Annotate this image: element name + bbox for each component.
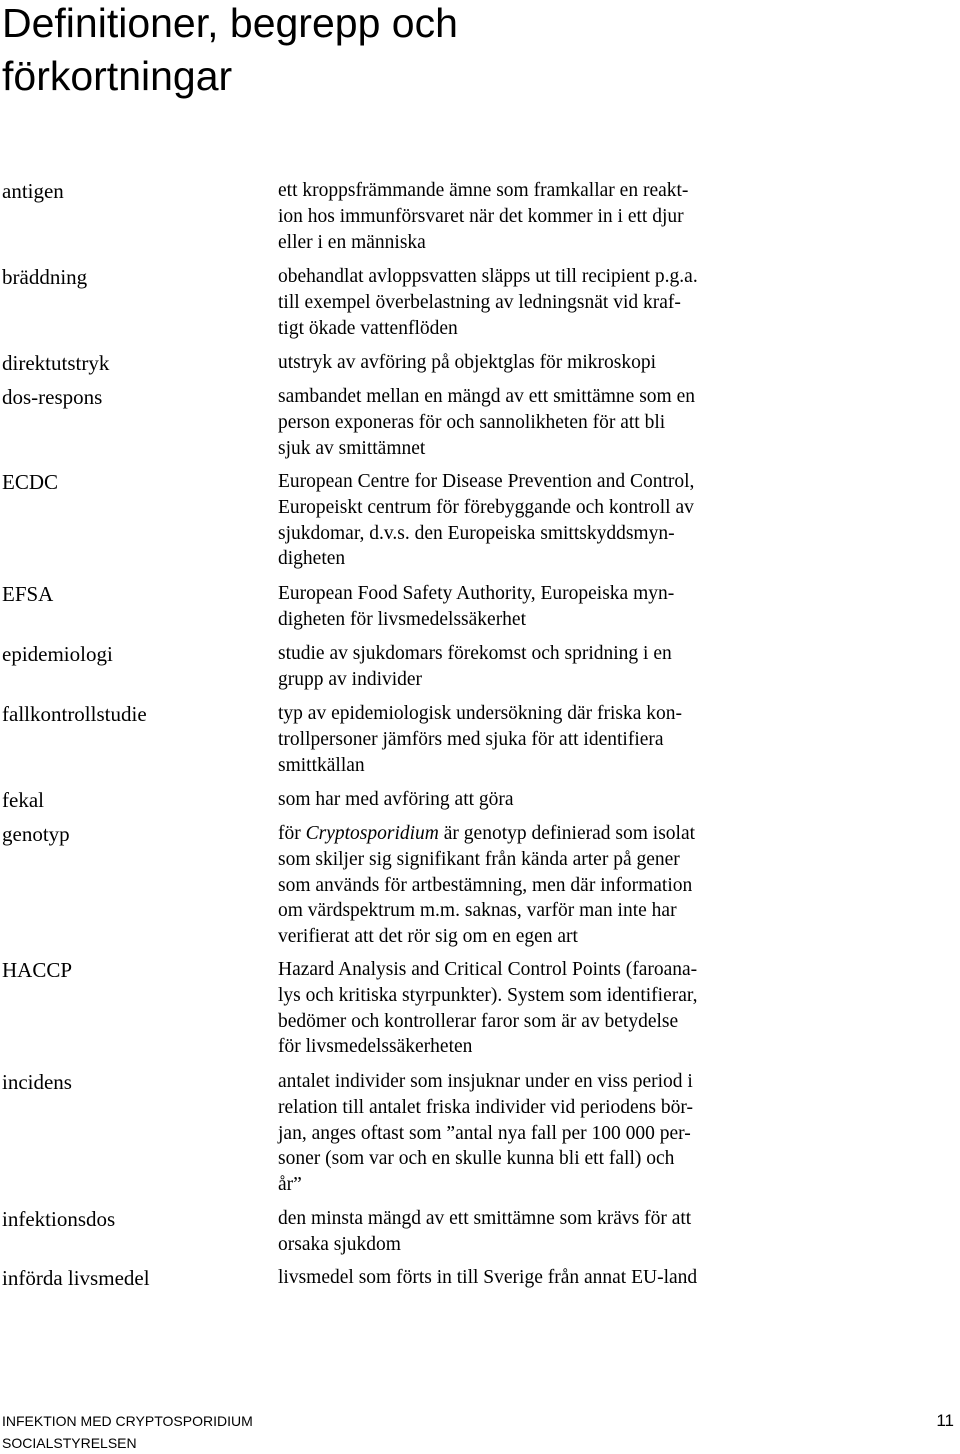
definition-line: digheten [278,548,346,570]
definition-line: person exponeras för och sannolikheten för att bli [278,411,666,433]
term-fekal: fekal [2,788,44,812]
definition-line: livsmedel som förts in till Sverige från annat EU-land [278,1267,698,1288]
definition-line: obehandlat avloppsvatten släpps ut till recipient p.g.a. [278,266,698,287]
term-fallkontrollstudie: fallkontrollstudie [2,702,147,726]
term-genotyp: genotyp [2,822,70,846]
definition-line: som har med avföring att göra [278,789,514,810]
definition-line: till exempel överbelastning av ledningsnät vid kraf- [278,291,681,313]
definition-line: sjukdomar, d.v.s. den Europeiska smittskyddsmyn- [278,522,675,544]
definition-prefix: för [278,823,306,844]
definition-line: trollpersoner jämförs med sjuka för att identifiera [278,728,664,750]
definition-braddning [278,264,756,341]
definition-line: typ av epidemiologisk undersökning där friska kon- [278,703,683,724]
definition-fallkontrollstudie [278,701,756,778]
definition-incidens [278,1069,756,1198]
definition-line: European Centre for Disease Prevention and Control, [278,471,695,492]
page-title-line-2: förkortningar [2,53,233,99]
footer-title: INFEKTION MED CRYPTOSPORIDIUM [2,1413,253,1429]
definition-line: antalet individer som insjuknar under en viss period i [278,1071,693,1092]
definition-line: år” [278,1174,302,1196]
term-braddning: bräddning [2,265,88,289]
definition-line: om värdspektrum m.m. saknas, varför man inte har [278,900,677,922]
definition-line: sambandet mellan en mängd av ett smittämne som en [278,386,695,407]
definition-line: Europeiskt centrum för förebyggande och kontroll av [278,496,694,518]
definition-line: bedömer och kontrollerar faror som är av betydelse [278,1010,679,1032]
definition-direktutstryk [278,350,756,376]
page-title-line-1: Definitioner, begrepp och [2,0,458,46]
definition-line: lys och kritiska styrpunkter). System som identifierar, [278,984,698,1006]
term-efsa: EFSA [2,582,54,606]
definition-line: grupp av individer [278,668,423,690]
definition-line: för livsmedelssäkerheten [278,1036,473,1058]
term-infektionsdos: infektionsdos [2,1207,116,1231]
definition-efsa [278,581,756,633]
definition-line: som används för artbestämning, men där information [278,874,693,896]
term-dos-respons: dos-respons [2,385,103,409]
footer-publisher: SOCIALSTYRELSEN [2,1435,137,1451]
definition-haccp [278,957,756,1060]
definition-epidemiologi [278,641,756,693]
definition-line [278,821,756,847]
term-direktutstryk: direktutstryk [2,351,110,375]
term-inforda-livsmedel: införda livsmedel [2,1266,150,1290]
definition-line: tigt ökade vattenflöden [278,317,458,339]
footer-publication [2,1410,253,1454]
definition-antigen [278,178,756,255]
definition-line: Hazard Analysis and Critical Control Points (faroana- [278,959,698,980]
definition-line: utstryk av avföring på objektglas för mikroskopi [278,352,657,373]
term-epidemiologi: epidemiologi [2,642,113,666]
definition-infektionsdos [278,1206,756,1258]
definition-line: European Food Safety Authority, Europeiska myn- [278,583,675,604]
definition-ecdc [278,469,756,572]
page-title [2,0,902,103]
definition-line: ett kroppsfrämmande ämne som framkallar en reakt- [278,180,689,201]
definition-line: jan, anges oftast som ”antal nya fall per 100 000 per- [278,1122,691,1144]
definition-line: den minsta mängd av ett smittämne som krävs för att [278,1208,692,1229]
species-name-italic: Cryptosporidium [305,823,439,844]
page-number: 11 [936,1411,954,1430]
definition-dos-respons [278,384,756,461]
definition-line: digheten för livsmedelssäkerhet [278,608,527,630]
term-antigen: antigen [2,179,64,203]
definition-line: orsaka sjukdom [278,1233,401,1255]
definition-line: ion hos immunförsvaret när det kommer in i ett djur [278,205,684,227]
definition-line: studie av sjukdomars förekomst och spridning i en [278,643,672,664]
definition-line: eller i en människa [278,231,426,253]
definition-line: smittkällan [278,754,365,776]
definition-genotyp [278,821,756,950]
definition-inforda-livsmedel [278,1265,756,1291]
definition-line: verifierat att det rör sig om en egen art [278,926,578,948]
term-incidens: incidens [2,1070,72,1094]
term-ecdc: ECDC [2,470,59,494]
definition-line: soner (som var och en skulle kunna bli ett fall) och [278,1148,675,1170]
definition-fekal [278,787,756,813]
definition-line: sjuk av smittämnet [278,437,426,459]
definition-line: relation till antalet friska individer vid periodens bör- [278,1096,693,1118]
definition-line: som skiljer sig signifikant från kända arter på gener [278,848,680,870]
term-haccp: HACCP [2,958,73,982]
definition-text: är genotyp definierad som isolat [438,823,696,844]
